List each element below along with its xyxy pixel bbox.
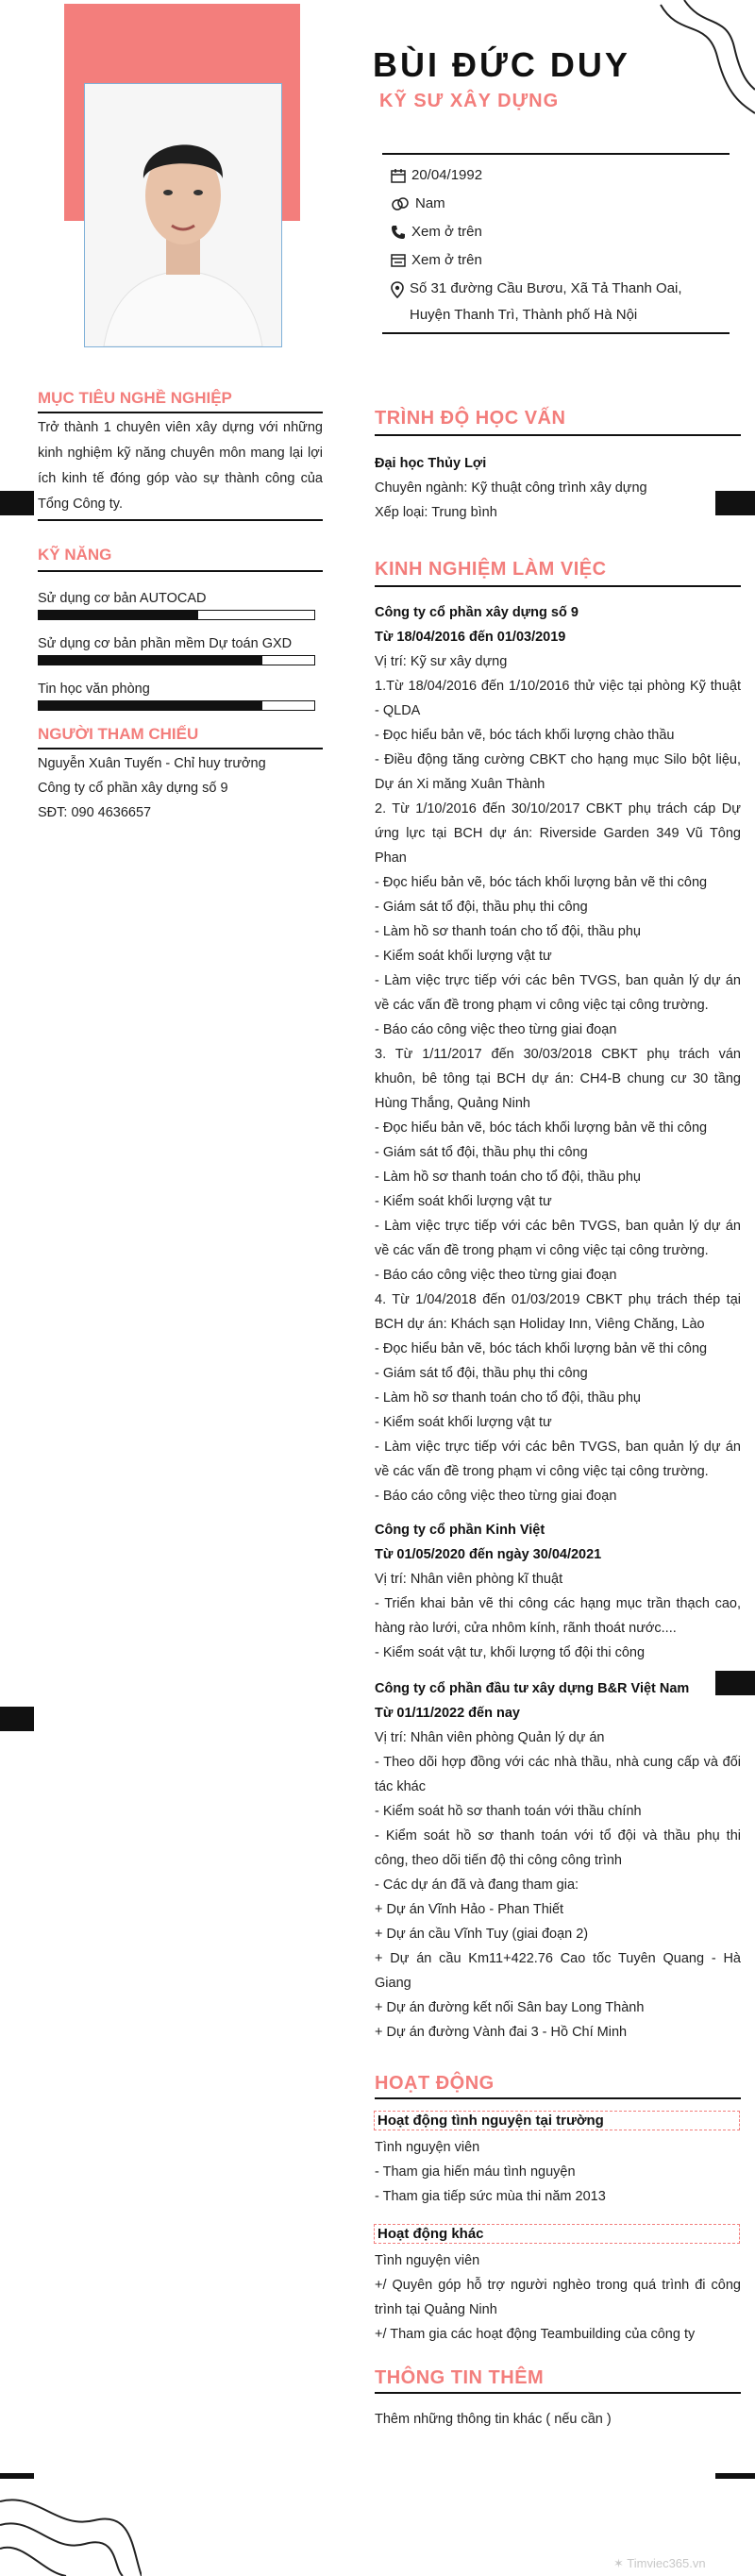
watermark-text: Timviec365.vn: [627, 2556, 706, 2570]
watermark-logo: [613, 2556, 706, 2571]
activities-heading: HOẠT ĐỘNG: [375, 2073, 495, 2094]
info-phone: [391, 219, 721, 245]
text-line: - Kiểm soát vật tư, khối lượng tổ đội thi công: [375, 1645, 646, 1660]
gender-icon: [391, 196, 410, 211]
text-line: - Giám sát tổ đội, thầu phụ thi công: [375, 900, 588, 915]
divider: [38, 570, 323, 572]
text-line: - Làm hồ sơ thanh toán cho tổ đội, thầu phụ: [375, 1390, 641, 1406]
text-line: - Làm việc trực tiếp với các bên TVGS, ban quản lý dự án về các vấn đề trong phạm vi công việc tại công trường.: [375, 1440, 741, 1479]
text-line: Vị trí: Nhân viên phòng kĩ thuật: [375, 1572, 563, 1587]
divider: [375, 2392, 741, 2394]
info-dob: [391, 162, 721, 189]
info-address: [391, 276, 721, 328]
text-line: - Kiểm soát khối lượng vật tư: [375, 949, 552, 964]
text-line: - Các dự án đã và đang tham gia:: [375, 1877, 579, 1893]
education-school: Đại học Thủy Lợi: [375, 456, 487, 471]
reference-line: Công ty cổ phần xây dựng số 9: [38, 781, 228, 796]
text-line: Tình nguyện viên: [375, 2140, 480, 2155]
text-line: - Tham gia tiếp sức mùa thi năm 2013: [375, 2189, 606, 2204]
text-line: - Tham gia hiến máu tình nguyện: [375, 2164, 576, 2180]
divider: [382, 332, 730, 334]
phone-icon: [391, 225, 406, 240]
activity-title: Hoạt động khác: [374, 2224, 740, 2244]
objective-heading: MỤC TIÊU NGHỀ NGHIỆP: [38, 389, 232, 407]
skill-bar-fill: [39, 611, 198, 619]
text-line: +/ Quyên góp hỗ trợ người nghèo trong quá trình đi công trình tại Quảng Ninh: [375, 2278, 741, 2317]
job-block: [375, 600, 741, 1508]
extra-text: Thêm những thông tin khác ( nếu cần ): [375, 2412, 612, 2427]
education-heading: TRÌNH ĐỘ HỌC VẤN: [375, 408, 566, 429]
text-line: - Đọc hiểu bản vẽ, bóc tách khối lượng chào thầu: [375, 728, 675, 743]
text-line: 1.Từ 18/04/2016 đến 1/10/2016 thử việc tại phòng Kỹ thuật - QLDA: [375, 679, 741, 718]
text-line: - Theo dõi hợp đồng với các nhà thầu, nhà cung cấp và đối tác khác: [375, 1755, 741, 1794]
text-line: + Dự án cầu Vĩnh Tuy (giai đoạn 2): [375, 1927, 589, 1942]
text-line: - Kiểm soát hồ sơ thanh toán với tổ đội và thầu phụ thi công, theo dõi tiến độ thi công công trình: [375, 1828, 741, 1868]
skill-label: Sử dụng cơ bản phần mềm Dự toán GXD: [38, 636, 293, 651]
job-company: Công ty cổ phần xây dựng số 9: [375, 605, 579, 620]
activity-lines: [375, 2248, 741, 2347]
watermark-star-icon: ✶: [613, 2556, 628, 2570]
references-heading: NGƯỜI THAM CHIẾU: [38, 725, 199, 743]
skills-heading: KỸ NĂNG: [38, 546, 112, 564]
reference-line: Nguyễn Xuân Tuyến - Chỉ huy trưởng: [38, 756, 266, 771]
decor-strip: [0, 1707, 34, 1731]
decor-strip: [715, 2473, 755, 2479]
experience-heading: KINH NGHIỆM LÀM VIỆC: [375, 559, 607, 580]
text-line: - Kiểm soát khối lượng vật tư: [375, 1415, 552, 1430]
decor-strip: [0, 491, 34, 515]
text-line: - Đọc hiểu bản vẽ, bóc tách khối lượng bản vẽ thi công: [375, 1120, 708, 1136]
skill-label: Tin học văn phòng: [38, 682, 150, 697]
calendar-icon: [391, 168, 406, 183]
skill-label: Sử dụng cơ bản AUTOCAD: [38, 591, 207, 606]
divider: [375, 434, 741, 436]
text-line: 4. Từ 1/04/2018 đến 01/03/2019 CBKT phụ trách thép tại BCH dự án: Khách sạn Holiday Inn, Viêng Chăng, Lào: [375, 1292, 741, 1332]
text-line: + Dự án Vĩnh Hảo - Phan Thiết: [375, 1902, 564, 1917]
objective-text: Trở thành 1 chuyên viên xây dựng với những kinh nghiệm kỹ năng chuyên môn mang lại lợi ích kinh tế đóng góp vào sự thành công của Tổng Công ty.: [38, 420, 323, 512]
text-line: - Kiểm soát hồ sơ thanh toán với thầu chính: [375, 1804, 642, 1819]
job-company: Công ty cổ phần Kinh Việt: [375, 1523, 545, 1538]
candidate-name: BÙI ĐỨC DUY: [373, 45, 630, 84]
extra-heading: THÔNG TIN THÊM: [375, 2367, 545, 2388]
skill-bar: [38, 655, 315, 665]
text-line: - Làm việc trực tiếp với các bên TVGS, ban quản lý dự án về các vấn đề trong phạm vi công việc tại công trường.: [375, 973, 741, 1013]
activity-title: Hoạt động tình nguyện tại trường: [374, 2111, 740, 2130]
text-line: - Kiểm soát khối lượng vật tư: [375, 1194, 552, 1209]
text-line: - Điều động tăng cường CBKT cho hạng mục Silo bột liệu, Dự án Xi măng Xuân Thành: [375, 752, 741, 792]
divider: [375, 585, 741, 587]
text-line: - Báo cáo công việc theo từng giai đoạn: [375, 1489, 617, 1504]
divider: [382, 153, 730, 155]
text-line: - Làm hồ sơ thanh toán cho tổ đội, thầu phụ: [375, 1170, 641, 1185]
decor-curves: [0, 2483, 142, 2576]
decor-curves: [651, 0, 755, 123]
text-line: - Đọc hiểu bản vẽ, bóc tách khối lượng bản vẽ thi công: [375, 1341, 708, 1356]
info-text: Xem ở trên: [411, 252, 482, 268]
decor-strip: [0, 2473, 34, 2479]
avatar: [84, 83, 282, 347]
text-line: 3. Từ 1/11/2017 đến 30/03/2018 CBKT phụ trách ván khuôn, bê tông tại BCH dự án: CH4-B chung cư 30 tầng Hùng Thắng, Quảng Ninh: [375, 1047, 741, 1111]
text-line: + Dự án đường Vành đai 3 - Hồ Chí Minh: [375, 2025, 628, 2040]
job-lines: [375, 649, 741, 1508]
skill-bar: [38, 610, 315, 620]
info-email: [391, 247, 721, 274]
job-company: Công ty cổ phần đầu tư xây dựng B&R Việt Nam: [375, 1681, 690, 1696]
reference-line: SĐT: 090 4636657: [38, 805, 152, 820]
job-block: [375, 1518, 741, 1665]
text-line: - Làm việc trực tiếp với các bên TVGS, ban quản lý dự án về các vấn đề trong phạm vi công việc tại công trường.: [375, 1219, 741, 1258]
text-line: - Giám sát tổ đội, thầu phụ thi công: [375, 1366, 588, 1381]
divider: [38, 519, 323, 521]
job-title: KỸ SƯ XÂY DỰNG: [379, 91, 560, 111]
info-text: Nam: [415, 195, 445, 211]
text-line: Vị trí: Nhân viên phòng Quản lý dự án: [375, 1730, 605, 1745]
text-line: - Báo cáo công việc theo từng giai đoạn: [375, 1268, 617, 1283]
divider: [38, 412, 323, 413]
text-line: +/ Tham gia các hoạt động Teambuilding của công ty: [375, 2327, 696, 2342]
text-line: - Triển khai bản vẽ thi công các hạng mục trần thạch cao, hàng rào lưới, cửa nhôm kính, rãnh thoát nước....: [375, 1596, 741, 1636]
text-line: - Giám sát tổ đội, thầu phụ thi công: [375, 1145, 588, 1160]
education-major: Chuyên ngành: Kỹ thuật công trình xây dựng: [375, 480, 647, 496]
skill-bar-fill: [39, 701, 262, 710]
text-line: - Làm hồ sơ thanh toán cho tổ đội, thầu phụ: [375, 924, 641, 939]
info-gender: [391, 191, 721, 217]
divider: [38, 748, 323, 749]
text-line: 2. Từ 1/10/2016 đến 30/10/2017 CBKT phụ trách cáp Dự ứng lực tại BCH dự án: Riverside Garden 349 Vũ Tông Phan: [375, 801, 741, 866]
job-lines: [375, 1726, 741, 2045]
info-text: Xem ở trên: [411, 224, 482, 240]
portrait-image: [85, 84, 281, 346]
text-line: Tình nguyện viên: [375, 2253, 480, 2268]
text-line: + Dự án đường kết nối Sân bay Long Thành: [375, 2000, 645, 2015]
location-pin-icon: [391, 281, 404, 298]
info-text: Số 31 đường Cầu Bươu, Xã Tả Thanh Oai, Huyện Thanh Trì, Thành phố Hà Nội: [410, 280, 682, 323]
text-line: + Dự án cầu Km11+422.76 Cao tốc Tuyên Quang - Hà Giang: [375, 1951, 741, 1991]
job-lines: [375, 1567, 741, 1665]
text-line: - Đọc hiểu bản vẽ, bóc tách khối lượng bản vẽ thi công: [375, 875, 708, 890]
education-grade: Xếp loại: Trung bình: [375, 505, 497, 520]
job-period: Từ 01/11/2022 đến nay: [375, 1706, 520, 1721]
job-period: Từ 01/05/2020 đến ngày 30/04/2021: [375, 1547, 602, 1562]
text-line: Vị trí: Kỹ sư xây dựng: [375, 654, 508, 669]
skill-bar-fill: [39, 656, 262, 665]
divider: [375, 2097, 741, 2099]
email-icon: [391, 253, 406, 268]
job-block: [375, 1676, 741, 2045]
job-period: Từ 18/04/2016 đến 01/03/2019: [375, 630, 566, 645]
activity-lines: [375, 2135, 741, 2209]
info-text: 20/04/1992: [411, 167, 483, 183]
text-line: - Báo cáo công việc theo từng giai đoạn: [375, 1022, 617, 1037]
skill-bar: [38, 700, 315, 711]
